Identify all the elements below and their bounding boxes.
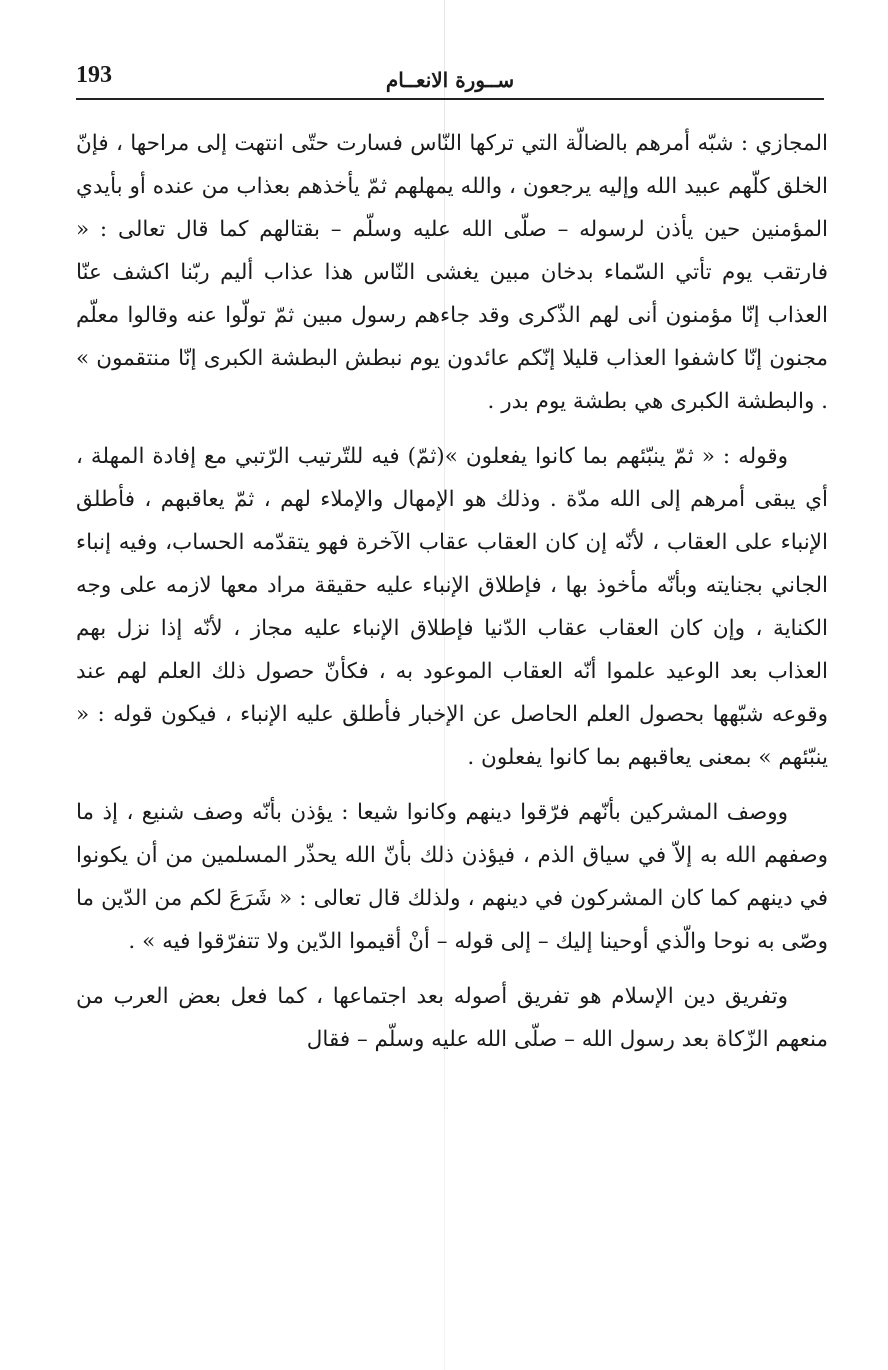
running-title: ســورة الانعــام bbox=[385, 68, 515, 92]
body-text bbox=[76, 122, 828, 1073]
page-number: 193 bbox=[76, 62, 112, 88]
paragraph-3: ووصف المشركين بأنّهم فرّقوا دينهم وكانوا شيعا : يؤذن بأنّه وصف شنيع ، إذ ما وصفهم الله به إلاّ في سياق الذم ، فيؤذن ذلك بأنّ الله يحذّر المسلمين من أن يكونوا في دينهم كما كان المشركون في دينهم ، ولذلك قال تعالى : « شَرَعَ لكم من الدّين ما وصّى به نوحا والّذي أوحينا إليك – إلى قوله – أنْ أقيموا الدّين ولا تتفرّقوا فيه » . bbox=[76, 800, 828, 954]
paragraph-1: المجازي : شبّه أمرهم بالضالّة التي تركها النّاس فسارت حتّى انتهت إلى مراحها ، فإنّ الخلق كلّهم عبيد الله وإليه يرجعون ، والله يمهلهم ثمّ يأخذهم بعذاب من عنده أو بأيدي المؤمنين حين يأذن لرسوله – صلّى الله عليه وسلّم – بقتالهم كما قال تعالى : « فارتقب يوم تأتي السّماء بدخان مبين يغشى النّاس هذا عذاب أليم ربّنا اكشف عنّا العذاب إنّا مؤمنون أنى لهم الذّكرى وقد جاءهم رسول مبين ثمّ تولّوا عنه وقالوا معلّم مجنون إنّا كاشفوا العذاب قليلا إنّكم عائدون يوم نبطش البطشة الكبرى إنّا منتقمون » . والبطشة الكبرى هي بطشة يوم بدر . bbox=[76, 131, 828, 414]
paragraph-4: وتفريق دين الإسلام هو تفريق أصوله بعد اجتماعها ، كما فعل بعض العرب من منعهم الزّكاة بعد رسول الله – صلّى الله عليه وسلّم – فقال bbox=[76, 984, 828, 1052]
paragraph-2: وقوله : « ثمّ ينبّئهم بما كانوا يفعلون »(ثمّ) فيه للتّرتيب الرّتبي مع إفادة المهلة ، أي يبقى أمرهم إلى الله مدّة . وذلك هو الإمهال والإملاء لهم ، ثمّ يعاقبهم ، فأطلق الإنباء على العقاب ، لأنّه إن كان العقاب عقاب الآخرة فهو يتقدّمه الحساب، وفيه إنباء الجاني بجنايته وبأنّه مأخوذ بها ، فإطلاق الإنباء عليه حقيقة مراد معها لازمه على وجه الكناية ، وإن كان العقاب عقاب الدّنيا فإطلاق الإنباء عليه مجاز ، لأنّه إذا نزل بهم العذاب بعد الوعيد علموا أنّه العقاب الموعود به ، فكأنّ حصول ذلك العلم لهم عند وقوعه شبّهها بحصول العلم الحاصل عن الإخبار فأطلق عليه الإنباء ، فيكون قوله : « ينبّئهم » بمعنى يعاقبهم بما كانوا يفعلون . bbox=[76, 444, 828, 770]
page-header bbox=[76, 62, 824, 100]
